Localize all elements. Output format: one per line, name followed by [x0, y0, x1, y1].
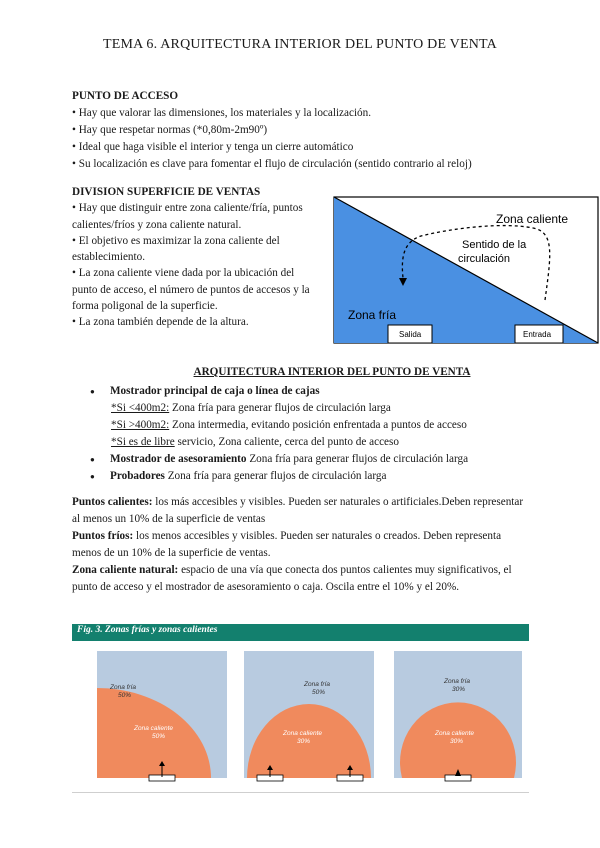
hot-zone-label: Zona caliente — [435, 730, 475, 737]
cold-zone-label: Zona fría — [110, 684, 137, 691]
item-label: Mostrador principal de caja o línea de cajas — [110, 385, 320, 397]
definition-puntos-frios — [72, 528, 532, 562]
list-item: • Hay que respetar normas (*0,80m-2m90º) — [72, 122, 582, 139]
list-item: • Su localización es clave para fomentar el flujo de circulación (sentido contrario al reloj) — [72, 156, 582, 173]
cold-zone-pct: 50% — [312, 689, 326, 696]
subitem-text: Zona fría para generar flujos de circulación larga — [169, 402, 391, 414]
cold-zone-label: Zona fría — [348, 308, 397, 322]
definition-puntos-calientes — [72, 494, 532, 528]
item-text: Zona fría para generar flujos de circulación larga — [164, 470, 387, 482]
cold-zone-pct: 30% — [452, 686, 466, 693]
list-item: • La zona también depende de la altura. — [72, 314, 312, 330]
cold-zone-pct: 50% — [118, 692, 132, 699]
cold-zone-label: Zona fría — [304, 681, 331, 688]
item-text: Zona fría para generar flujos de circulación larga — [246, 453, 469, 465]
list-subitem — [72, 417, 592, 434]
term: Zona caliente natural: — [72, 564, 179, 576]
section-heading: ARQUITECTURA INTERIOR DEL PUNTO DE VENTA — [193, 366, 471, 378]
zone-diagram — [333, 196, 599, 344]
definition: los menos accesibles y visibles. Pueden ser naturales o creados. Deben representa menos de un 10% de la superficie de ventas. — [72, 530, 502, 559]
hot-zone-pct: 30% — [297, 738, 311, 745]
list-item — [72, 383, 592, 400]
hot-zone-label: Zona caliente — [283, 730, 323, 737]
list-subitem — [72, 400, 592, 417]
list-item: • La zona caliente viene dada por la ubicación del punto de acceso, el número de puntos de accesos y la forma poligonal de la superficie. — [72, 265, 312, 314]
definition-zona-caliente-natural — [72, 562, 532, 596]
subitem-condition: *Si >400m2: — [111, 419, 170, 431]
figure-panel-3 — [394, 651, 522, 781]
hot-zone-pct: 50% — [152, 733, 166, 740]
hot-zone-pct: 30% — [450, 738, 464, 745]
entrance-label: Entrada — [523, 330, 552, 339]
item-label: Mostrador de asesoramiento — [110, 453, 247, 465]
figure-zonas — [72, 624, 529, 793]
arquitectura-list — [72, 383, 592, 485]
subitem-condition: *Si <400m2: — [111, 402, 170, 414]
cold-zone-label: Zona fría — [444, 678, 471, 685]
figure-caption-bar — [72, 624, 529, 641]
definition: espacio de una vía que conecta dos puntos calientes muy significativos, el punto de acceso y el mostrador de asesoramiento o caja. Oscila entre el 10% y el 20%. — [72, 564, 512, 593]
figure-caption: Fig. 3. Zonas frías y zonas calientes — [77, 625, 218, 635]
figure-panel-1 — [97, 651, 227, 781]
list-item: • Hay que distinguir entre zona caliente/fría, puntos calientes/fríos y zona caliente natural. — [72, 200, 312, 233]
list-item — [72, 468, 592, 485]
section-puntos — [72, 494, 532, 596]
flow-label-line1: Sentido de la — [462, 239, 527, 251]
hot-zone-label: Zona caliente — [496, 212, 569, 226]
hot-zone-label: Zona caliente — [134, 725, 174, 732]
section-division-superficie — [72, 184, 312, 331]
subitem-text: Zona intermedia, evitando posición enfrentada a puntos de acceso — [169, 419, 467, 431]
list-item: • Ideal que haga visible el interior y tenga un cierre automático — [72, 139, 582, 156]
subitem-text: servicio, Zona caliente, cerca del punto de acceso — [174, 436, 399, 448]
term: Puntos calientes: — [72, 496, 153, 508]
item-label: Probadores — [110, 470, 165, 482]
list-item: • Hay que valorar las dimensiones, los materiales y la localización. — [72, 105, 582, 122]
section-heading: PUNTO DE ACCESO — [72, 90, 179, 102]
list-item — [72, 451, 592, 468]
flow-label-line2: circulación — [458, 253, 510, 265]
definition: los más accesibles y visibles. Pueden ser naturales o artificiales.Deben representar al menos un 10% de la superficie de ventas — [72, 496, 524, 525]
page-title: TEMA 6. ARQUITECTURA INTERIOR DEL PUNTO DE VENTA — [103, 37, 497, 52]
figure-panel-2 — [244, 651, 374, 781]
subitem-condition: *Si es de libre — [111, 436, 175, 448]
figure-panels — [72, 641, 529, 792]
term: Puntos fríos: — [72, 530, 134, 542]
list-subitem — [72, 434, 592, 451]
exit-label: Salida — [399, 330, 422, 339]
section-heading: DIVISION SUPERFICIE DE VENTAS — [72, 186, 261, 198]
list-item: • El objetivo es maximizar la zona caliente del establecimiento. — [72, 233, 312, 266]
section-arquitectura-interior — [72, 364, 592, 485]
section-punto-acceso — [72, 88, 582, 173]
